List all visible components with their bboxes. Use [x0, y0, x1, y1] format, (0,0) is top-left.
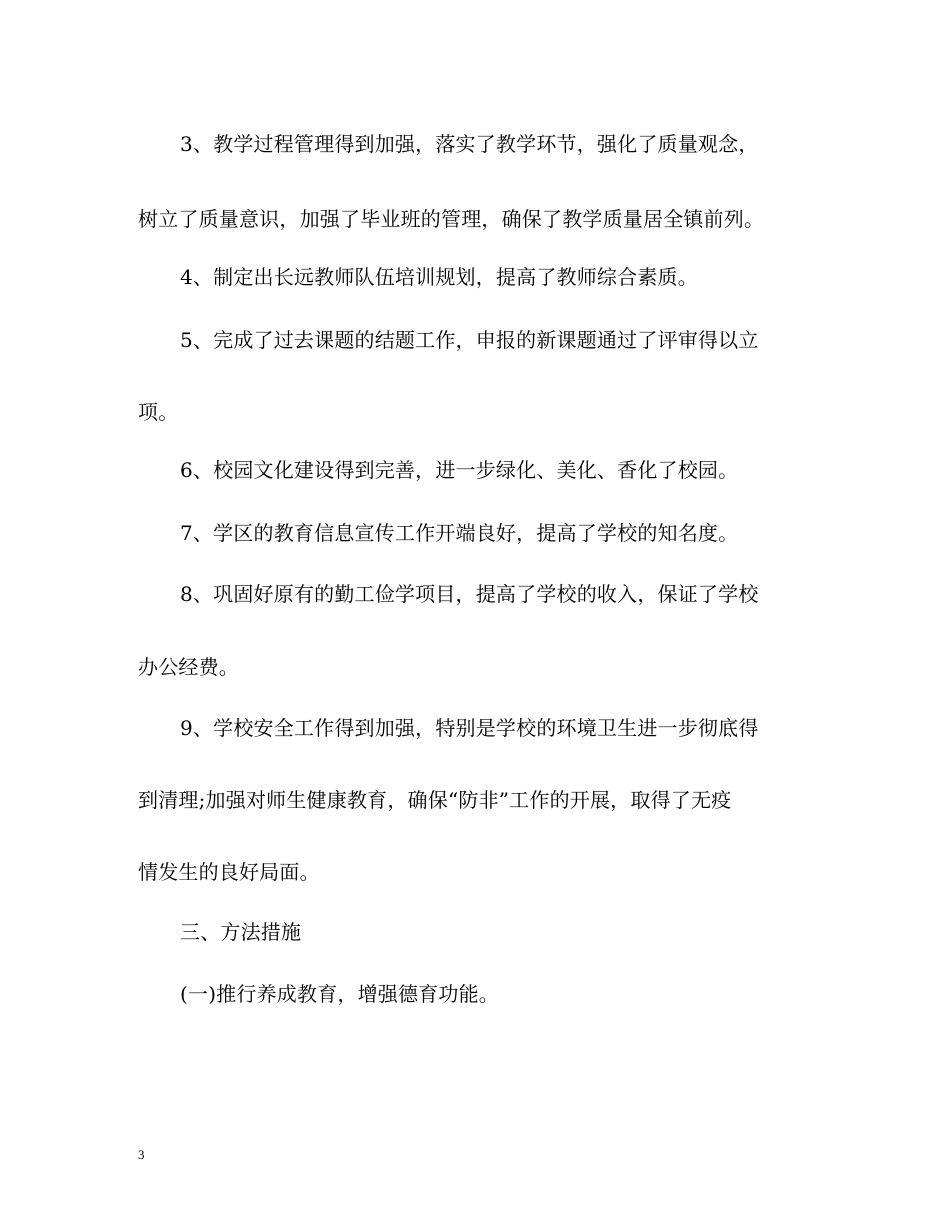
section-heading: 三、方法措施: [180, 920, 302, 944]
paragraph-line: 8、巩固好原有的勤工俭学项目，提高了学校的收入，保证了学校: [180, 582, 759, 606]
paragraph-line: 树立了质量意识，加强了毕业班的管理，确保了教学质量居全镇前列。: [138, 207, 765, 231]
paragraph-line: 情发生的良好局面。: [138, 860, 320, 884]
subsection-heading: (一)推行养成教育，增强德育功能。: [180, 982, 500, 1006]
paragraph-line: 3、教学过程管理得到加强，落实了教学环节，强化了质量观念，: [180, 132, 759, 156]
paragraph-line: 办公经费。: [138, 655, 239, 679]
paragraph-line: 到清理;加强对师生健康教育，确保“防非”工作的开展，取得了无疫: [138, 788, 732, 812]
paragraph-line: 4、制定出长远教师队伍培训规划，提高了教师综合素质。: [180, 265, 698, 289]
paragraph-line: 6、校园文化建设得到完善，进一步绿化、美化、香化了校园。: [180, 458, 739, 482]
page-number: 3: [138, 1147, 145, 1162]
paragraph-line: 9、学校安全工作得到加强，特别是学校的环境卫生进一步彻底得: [180, 716, 759, 740]
paragraph-line: 7、学区的教育信息宣传工作开端良好，提高了学校的知名度。: [180, 521, 739, 545]
paragraph-line: 项。: [138, 400, 179, 424]
paragraph-line: 5、完成了过去课题的结题工作，申报的新课题通过了评审得以立: [180, 328, 759, 352]
